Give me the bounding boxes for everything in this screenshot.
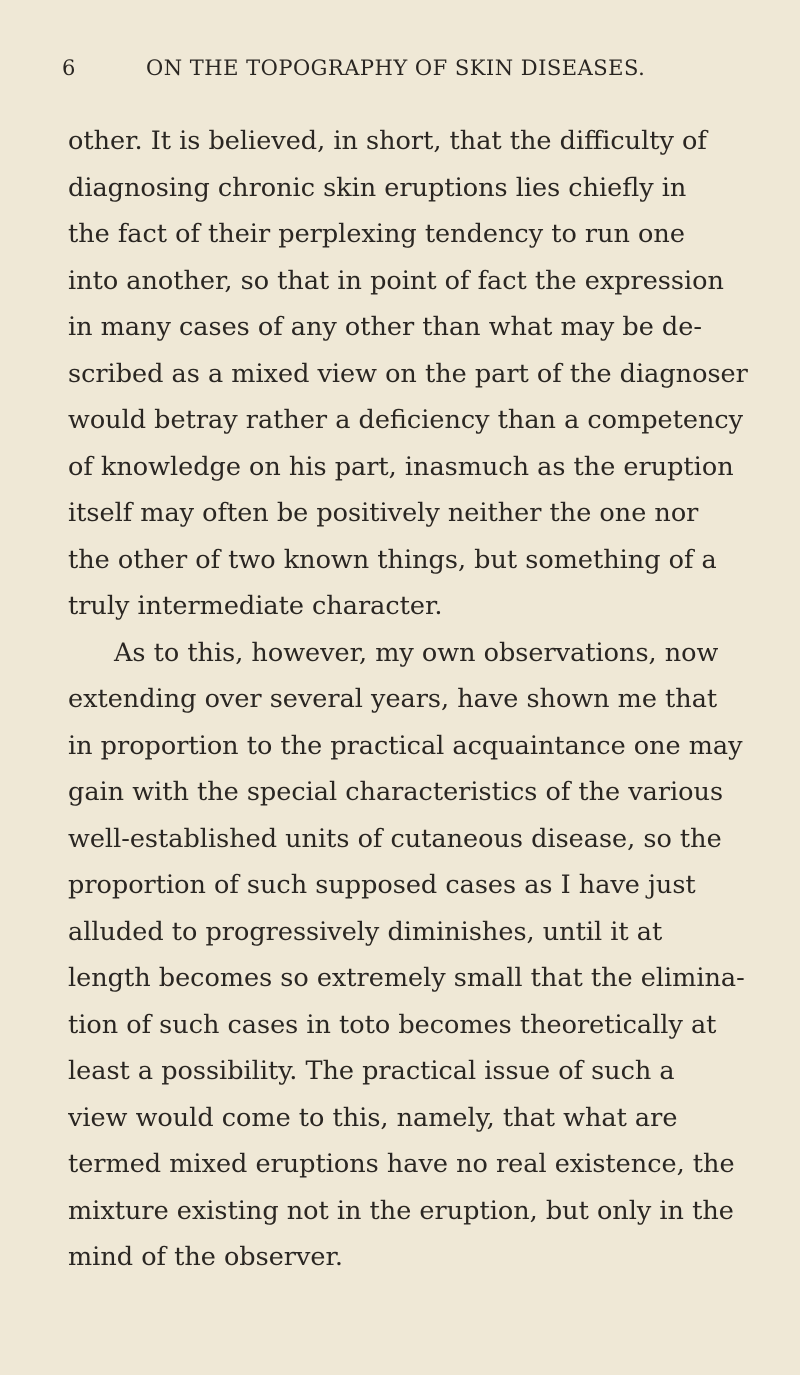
- text-line: diagnosing chronic skin eruptions lies chiefly in: [68, 172, 687, 203]
- text-line: the other of two known things, but something of a: [68, 544, 717, 575]
- body-text: [68, 118, 768, 1281]
- text-line: termed mixed eruptions have no real existence, the: [68, 1149, 735, 1179]
- text-line: in many cases of any other than what may be de-: [68, 312, 702, 342]
- page-number: 6: [62, 56, 76, 80]
- text-line: itself may often be positively neither the one nor: [68, 498, 699, 528]
- text-line: mixture existing not in the eruption, but only in the: [68, 1195, 734, 1226]
- text-line: other. It is believed, in short, that the difficulty of: [68, 126, 707, 156]
- text-line: the fact of their perplexing tendency to run one: [68, 219, 685, 249]
- text-line: truly intermediate character.: [68, 591, 443, 621]
- text-line: least a possibility. The practical issue of such a: [68, 1056, 675, 1086]
- text-line: well-established units of cutaneous disease, so the: [68, 823, 722, 854]
- text-line: length becomes so extremely small that the elimina-: [68, 963, 745, 993]
- text-line: extending over several years, have shown me that: [68, 684, 718, 714]
- text-line: scribed as a mixed view on the part of the diagnoser: [68, 358, 748, 389]
- text-line: gain with the special characteristics of the various: [68, 777, 724, 807]
- text-line: mind of the observer.: [68, 1242, 343, 1272]
- text-line: view would come to this, namely, that what are: [68, 1102, 678, 1133]
- text-line: in proportion to the practical acquaintance one may: [68, 730, 743, 761]
- text-line: of knowledge on his part, inasmuch as the eruption: [68, 451, 734, 482]
- text-line: tion of such cases in toto becomes theoretically at: [68, 1009, 717, 1040]
- paragraph-start-line: As to this, however, my own observations, now: [114, 637, 719, 668]
- text-line: alluded to progressively diminishes, until it at: [68, 916, 663, 947]
- running-title: ON THE TOPOGRAPHY OF SKIN DISEASES.: [146, 56, 646, 80]
- text-line: into another, so that in point of fact the expression: [68, 265, 724, 296]
- text-line: would betray rather a deficiency than a competency: [68, 405, 744, 435]
- text-line: proportion of such supposed cases as I have just: [68, 870, 696, 900]
- running-head: [62, 56, 662, 96]
